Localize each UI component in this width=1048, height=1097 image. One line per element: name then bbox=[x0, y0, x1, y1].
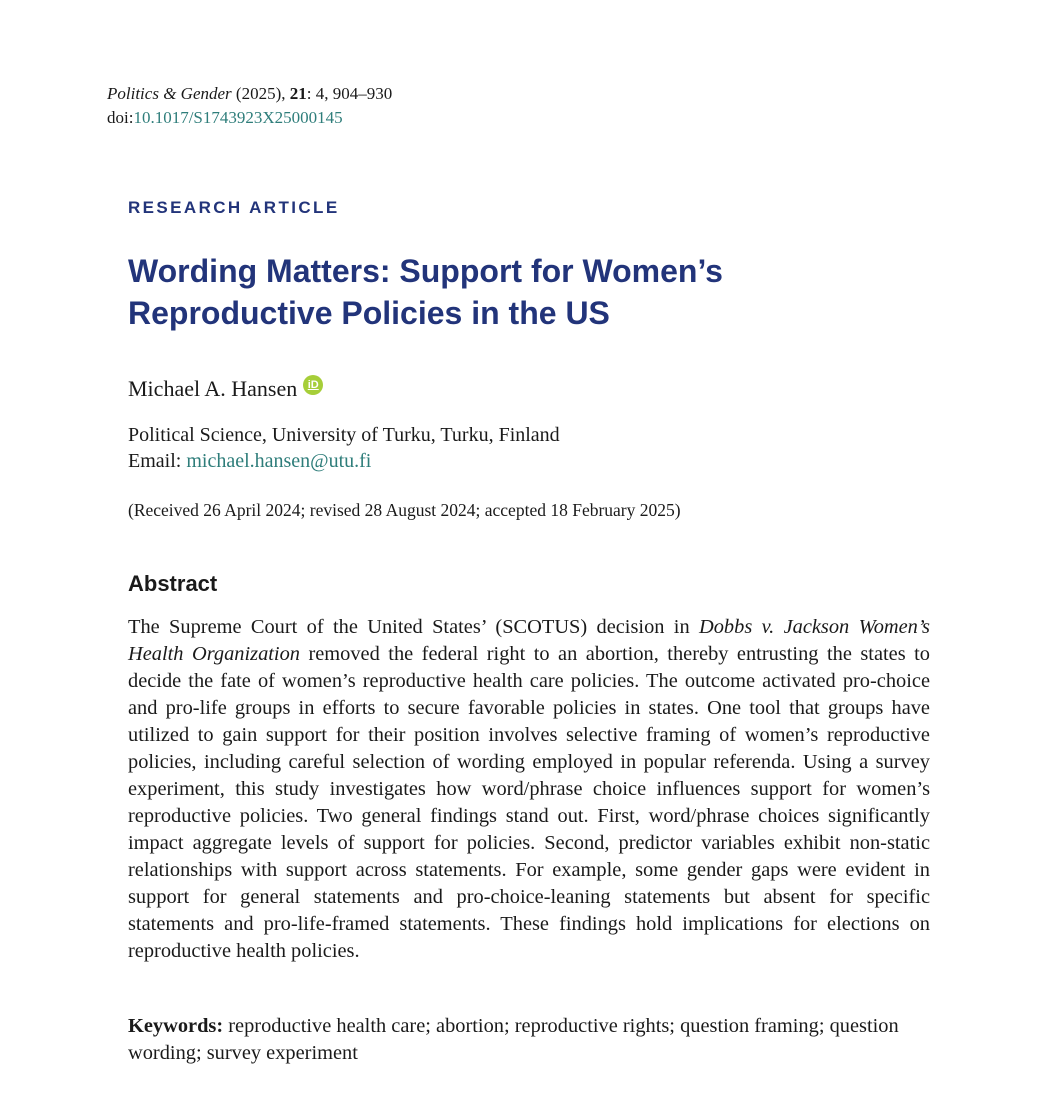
author-name: Michael A. Hansen bbox=[128, 376, 298, 401]
keywords-label: Keywords: bbox=[128, 1015, 224, 1037]
abstract-text-rest: removed the federal right to an abortion, thereby entrusting the states to decide the fate of women’s reproductive health care policies. The outcome activated pro-choice and pro-life groups in efforts to secure favorable policies in states. One tool that groups have utilized to gain support for their position involves selective framing of women’s reproductive policies, including careful selection of wording employed in popular referenda. Using a survey experiment, this study investigates how word/phrase choice influences support for women’s reproductive policies. Two general findings stand out. First, word/phrase choices significantly impact aggregate levels of support for policies. Second, predictor variables exhibit non-static relationships with support across statements. For example, some gender gaps were evident in support for general statements and pro-choice-leaning statements but absent for specific statements and pro-life-framed statements. These findings hold implications for elections on reproductive health policies. bbox=[128, 643, 930, 962]
journal-issue-pages: : 4, 904–930 bbox=[306, 84, 393, 103]
article-type-label: RESEARCH ARTICLE bbox=[128, 198, 340, 217]
email-link[interactable]: michael.hansen@utu.fi bbox=[186, 450, 372, 472]
abstract-heading: Abstract bbox=[128, 571, 218, 596]
abstract-text-start: The Supreme Court of the United States’ (SCOTUS) decision in bbox=[128, 616, 700, 638]
title-line-2: Reproductive Policies in the US bbox=[128, 295, 610, 331]
keywords-block bbox=[128, 1013, 930, 1067]
journal-year: (2025), bbox=[235, 84, 286, 103]
abstract-text bbox=[128, 614, 930, 965]
keywords-list: reproductive health care; abortion; reproductive rights; question framing; question wording; survey experiment bbox=[128, 1015, 899, 1064]
doi-link[interactable]: 10.1017/S1743923X25000145 bbox=[133, 108, 343, 127]
journal-name: Politics & Gender bbox=[107, 84, 232, 103]
title-line-1: Wording Matters: Support for Women’s bbox=[128, 253, 723, 289]
orcid-icon[interactable]: iD bbox=[303, 375, 323, 395]
publication-history: (Received 26 April 2024; revised 28 August 2024; accepted 18 February 2025) bbox=[128, 500, 681, 520]
doi-line bbox=[107, 106, 392, 130]
journal-citation-line bbox=[107, 82, 392, 106]
author-line bbox=[128, 375, 323, 403]
affiliation-institution: Political Science, University of Turku, Turku, Finland bbox=[128, 424, 560, 446]
citation-block bbox=[107, 82, 392, 130]
email-line bbox=[128, 448, 560, 474]
doi-prefix: doi: bbox=[107, 108, 134, 127]
article-title bbox=[128, 250, 948, 334]
affiliation-block bbox=[128, 422, 560, 474]
email-label: Email: bbox=[128, 450, 187, 472]
abstract-case-name: Dobbs v. Jackson Women’s Health Organization bbox=[128, 616, 930, 665]
journal-volume: 21 bbox=[289, 84, 307, 103]
